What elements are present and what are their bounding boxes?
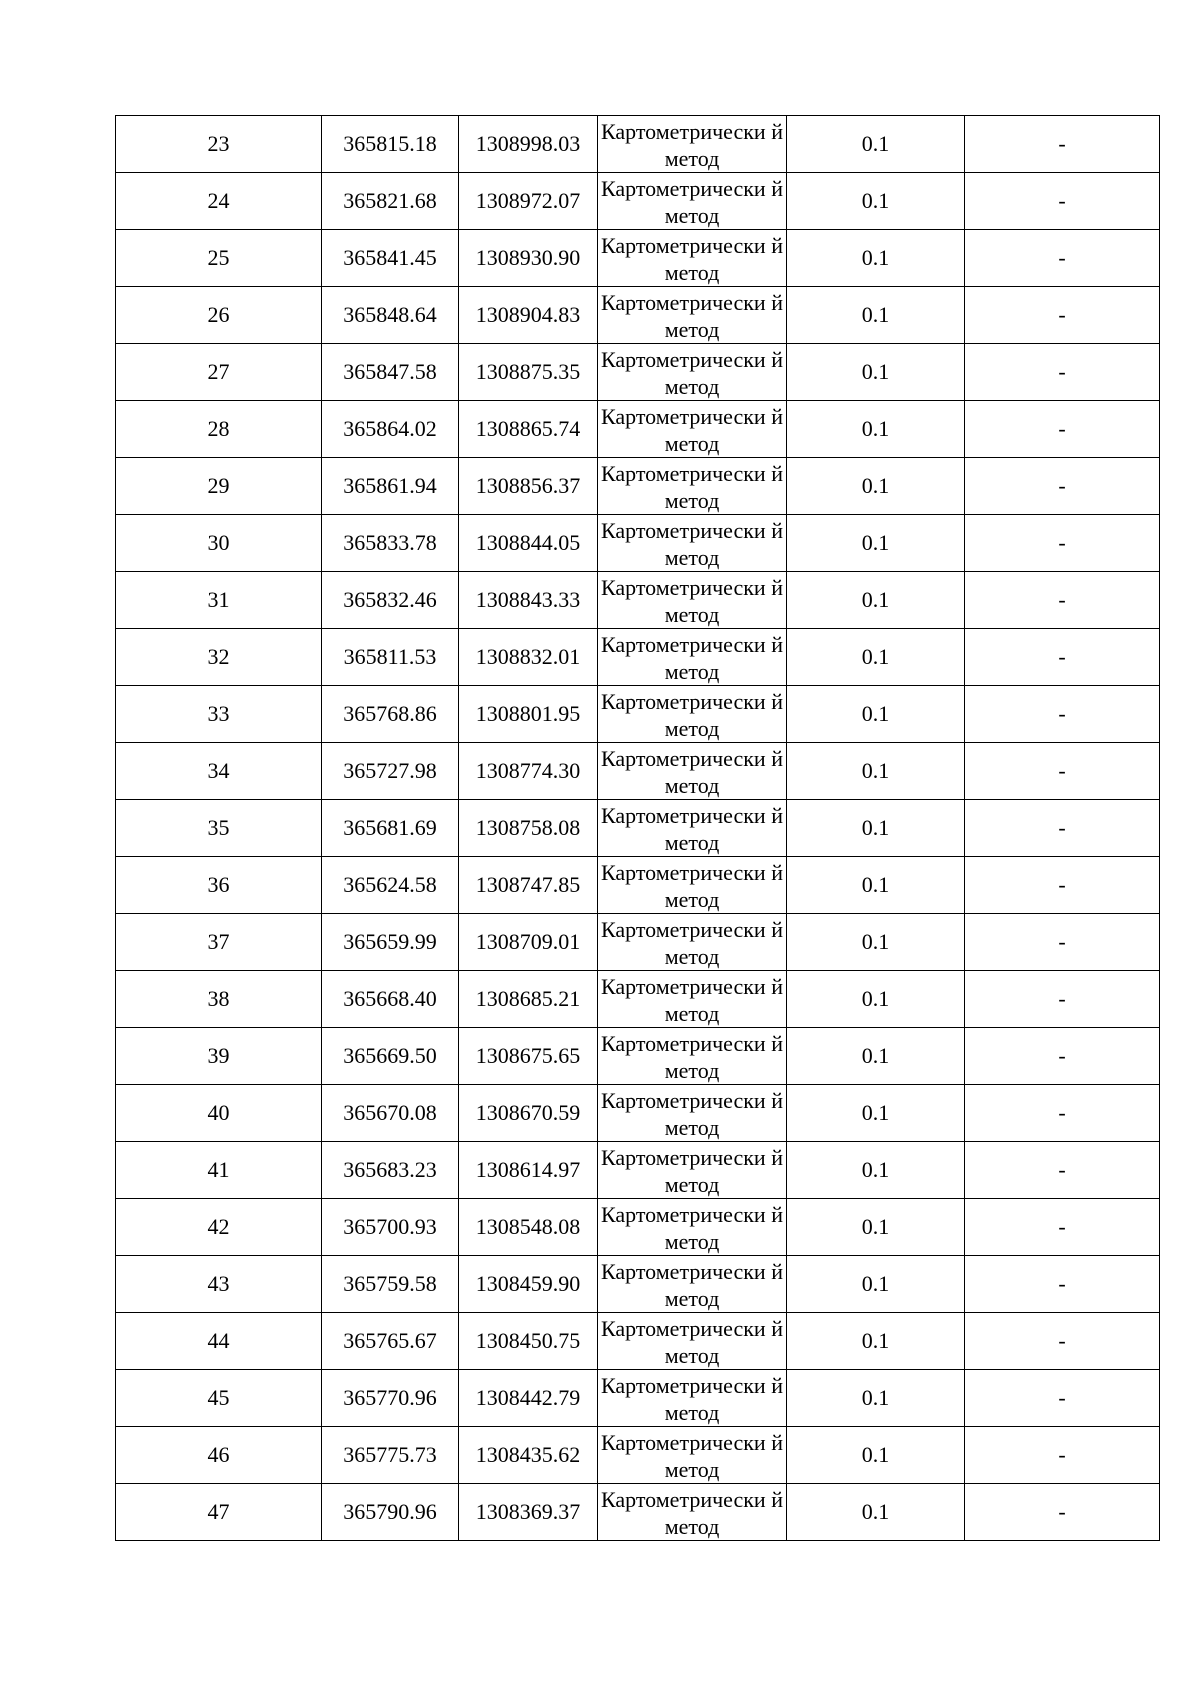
- note-cell: -: [965, 1256, 1160, 1313]
- method-cell: Картометрически й метод: [598, 230, 787, 287]
- y-coordinate-cell: 1308844.05: [459, 515, 598, 572]
- y-coordinate-cell: 1308843.33: [459, 572, 598, 629]
- y-coordinate-cell: 1308369.37: [459, 1484, 598, 1541]
- point-number-cell: 38: [116, 971, 322, 1028]
- y-coordinate-cell: 1308450.75: [459, 1313, 598, 1370]
- x-coordinate-cell: 365700.93: [322, 1199, 459, 1256]
- note-cell: -: [965, 1028, 1160, 1085]
- point-number-cell: 43: [116, 1256, 322, 1313]
- method-cell: Картометрически й метод: [598, 1370, 787, 1427]
- x-coordinate-cell: 365670.08: [322, 1085, 459, 1142]
- method-cell: Картометрически й метод: [598, 857, 787, 914]
- point-number-cell: 41: [116, 1142, 322, 1199]
- x-coordinate-cell: 365841.45: [322, 230, 459, 287]
- table-row: [116, 572, 1160, 629]
- note-cell: -: [965, 971, 1160, 1028]
- note-cell: -: [965, 287, 1160, 344]
- accuracy-cell: 0.1: [787, 743, 965, 800]
- point-number-cell: 26: [116, 287, 322, 344]
- method-cell: Картометрически й метод: [598, 1427, 787, 1484]
- accuracy-cell: 0.1: [787, 1256, 965, 1313]
- table-row: [116, 800, 1160, 857]
- table-row: [116, 1256, 1160, 1313]
- note-cell: -: [965, 743, 1160, 800]
- x-coordinate-cell: 365681.69: [322, 800, 459, 857]
- x-coordinate-cell: 365683.23: [322, 1142, 459, 1199]
- y-coordinate-cell: 1308875.35: [459, 344, 598, 401]
- note-cell: -: [965, 914, 1160, 971]
- table-row: [116, 971, 1160, 1028]
- method-cell: Картометрически й метод: [598, 914, 787, 971]
- y-coordinate-cell: 1308670.59: [459, 1085, 598, 1142]
- x-coordinate-cell: 365811.53: [322, 629, 459, 686]
- method-cell: Картометрически й метод: [598, 458, 787, 515]
- y-coordinate-cell: 1308758.08: [459, 800, 598, 857]
- y-coordinate-cell: 1308747.85: [459, 857, 598, 914]
- y-coordinate-cell: 1308548.08: [459, 1199, 598, 1256]
- note-cell: -: [965, 1370, 1160, 1427]
- method-cell: Картометрически й метод: [598, 1313, 787, 1370]
- accuracy-cell: 0.1: [787, 914, 965, 971]
- table-row: [116, 401, 1160, 458]
- table-row: [116, 629, 1160, 686]
- method-cell: Картометрически й метод: [598, 1256, 787, 1313]
- y-coordinate-cell: 1308998.03: [459, 116, 598, 173]
- method-cell: Картометрически й метод: [598, 971, 787, 1028]
- note-cell: -: [965, 629, 1160, 686]
- table-row: [116, 857, 1160, 914]
- note-cell: -: [965, 800, 1160, 857]
- table-row: [116, 1199, 1160, 1256]
- x-coordinate-cell: 365765.67: [322, 1313, 459, 1370]
- accuracy-cell: 0.1: [787, 857, 965, 914]
- method-cell: Картометрически й метод: [598, 173, 787, 230]
- coordinates-table-body: [116, 116, 1160, 1541]
- point-number-cell: 46: [116, 1427, 322, 1484]
- accuracy-cell: 0.1: [787, 344, 965, 401]
- y-coordinate-cell: 1308801.95: [459, 686, 598, 743]
- accuracy-cell: 0.1: [787, 116, 965, 173]
- note-cell: -: [965, 686, 1160, 743]
- x-coordinate-cell: 365668.40: [322, 971, 459, 1028]
- x-coordinate-cell: 365624.58: [322, 857, 459, 914]
- x-coordinate-cell: 365832.46: [322, 572, 459, 629]
- point-number-cell: 37: [116, 914, 322, 971]
- table-row: [116, 1484, 1160, 1541]
- point-number-cell: 39: [116, 1028, 322, 1085]
- y-coordinate-cell: 1308614.97: [459, 1142, 598, 1199]
- accuracy-cell: 0.1: [787, 1028, 965, 1085]
- note-cell: -: [965, 1199, 1160, 1256]
- table-row: [116, 1370, 1160, 1427]
- y-coordinate-cell: 1308435.62: [459, 1427, 598, 1484]
- y-coordinate-cell: 1308865.74: [459, 401, 598, 458]
- accuracy-cell: 0.1: [787, 1484, 965, 1541]
- note-cell: -: [965, 344, 1160, 401]
- point-number-cell: 29: [116, 458, 322, 515]
- accuracy-cell: 0.1: [787, 686, 965, 743]
- y-coordinate-cell: 1308459.90: [459, 1256, 598, 1313]
- accuracy-cell: 0.1: [787, 1427, 965, 1484]
- note-cell: -: [965, 230, 1160, 287]
- x-coordinate-cell: 365847.58: [322, 344, 459, 401]
- table-row: [116, 458, 1160, 515]
- accuracy-cell: 0.1: [787, 173, 965, 230]
- method-cell: Картометрически й метод: [598, 686, 787, 743]
- point-number-cell: 23: [116, 116, 322, 173]
- point-number-cell: 42: [116, 1199, 322, 1256]
- table-row: [116, 1085, 1160, 1142]
- table-row: [116, 515, 1160, 572]
- note-cell: -: [965, 857, 1160, 914]
- table-row: [116, 287, 1160, 344]
- coordinates-table: [115, 115, 1160, 1541]
- y-coordinate-cell: 1308972.07: [459, 173, 598, 230]
- method-cell: Картометрически й метод: [598, 287, 787, 344]
- note-cell: -: [965, 1142, 1160, 1199]
- accuracy-cell: 0.1: [787, 1370, 965, 1427]
- method-cell: Картометрически й метод: [598, 1484, 787, 1541]
- note-cell: -: [965, 458, 1160, 515]
- accuracy-cell: 0.1: [787, 401, 965, 458]
- method-cell: Картометрически й метод: [598, 572, 787, 629]
- method-cell: Картометрически й метод: [598, 800, 787, 857]
- y-coordinate-cell: 1308442.79: [459, 1370, 598, 1427]
- table-row: [116, 230, 1160, 287]
- x-coordinate-cell: 365848.64: [322, 287, 459, 344]
- note-cell: -: [965, 1484, 1160, 1541]
- point-number-cell: 36: [116, 857, 322, 914]
- table-row: [116, 686, 1160, 743]
- y-coordinate-cell: 1308832.01: [459, 629, 598, 686]
- point-number-cell: 30: [116, 515, 322, 572]
- point-number-cell: 34: [116, 743, 322, 800]
- accuracy-cell: 0.1: [787, 971, 965, 1028]
- x-coordinate-cell: 365659.99: [322, 914, 459, 971]
- note-cell: -: [965, 173, 1160, 230]
- x-coordinate-cell: 365864.02: [322, 401, 459, 458]
- y-coordinate-cell: 1308675.65: [459, 1028, 598, 1085]
- method-cell: Картометрически й метод: [598, 1142, 787, 1199]
- point-number-cell: 33: [116, 686, 322, 743]
- y-coordinate-cell: 1308856.37: [459, 458, 598, 515]
- accuracy-cell: 0.1: [787, 800, 965, 857]
- point-number-cell: 40: [116, 1085, 322, 1142]
- y-coordinate-cell: 1308709.01: [459, 914, 598, 971]
- table-row: [116, 743, 1160, 800]
- table-row: [116, 1028, 1160, 1085]
- table-row: [116, 1313, 1160, 1370]
- x-coordinate-cell: 365790.96: [322, 1484, 459, 1541]
- note-cell: -: [965, 572, 1160, 629]
- point-number-cell: 24: [116, 173, 322, 230]
- x-coordinate-cell: 365815.18: [322, 116, 459, 173]
- note-cell: -: [965, 1427, 1160, 1484]
- accuracy-cell: 0.1: [787, 287, 965, 344]
- y-coordinate-cell: 1308685.21: [459, 971, 598, 1028]
- note-cell: -: [965, 116, 1160, 173]
- accuracy-cell: 0.1: [787, 629, 965, 686]
- point-number-cell: 35: [116, 800, 322, 857]
- x-coordinate-cell: 365821.68: [322, 173, 459, 230]
- y-coordinate-cell: 1308904.83: [459, 287, 598, 344]
- point-number-cell: 45: [116, 1370, 322, 1427]
- point-number-cell: 44: [116, 1313, 322, 1370]
- method-cell: Картометрически й метод: [598, 1199, 787, 1256]
- method-cell: Картометрически й метод: [598, 629, 787, 686]
- table-row: [116, 914, 1160, 971]
- accuracy-cell: 0.1: [787, 572, 965, 629]
- table-row: [116, 173, 1160, 230]
- point-number-cell: 32: [116, 629, 322, 686]
- accuracy-cell: 0.1: [787, 230, 965, 287]
- accuracy-cell: 0.1: [787, 1142, 965, 1199]
- table-row: [116, 1427, 1160, 1484]
- point-number-cell: 47: [116, 1484, 322, 1541]
- method-cell: Картометрически й метод: [598, 1085, 787, 1142]
- x-coordinate-cell: 365759.58: [322, 1256, 459, 1313]
- note-cell: -: [965, 515, 1160, 572]
- y-coordinate-cell: 1308774.30: [459, 743, 598, 800]
- accuracy-cell: 0.1: [787, 515, 965, 572]
- y-coordinate-cell: 1308930.90: [459, 230, 598, 287]
- method-cell: Картометрически й метод: [598, 344, 787, 401]
- point-number-cell: 27: [116, 344, 322, 401]
- note-cell: -: [965, 1313, 1160, 1370]
- method-cell: Картометрически й метод: [598, 116, 787, 173]
- table-row: [116, 116, 1160, 173]
- point-number-cell: 28: [116, 401, 322, 458]
- x-coordinate-cell: 365669.50: [322, 1028, 459, 1085]
- point-number-cell: 25: [116, 230, 322, 287]
- method-cell: Картометрически й метод: [598, 743, 787, 800]
- x-coordinate-cell: 365833.78: [322, 515, 459, 572]
- note-cell: -: [965, 1085, 1160, 1142]
- accuracy-cell: 0.1: [787, 458, 965, 515]
- accuracy-cell: 0.1: [787, 1085, 965, 1142]
- note-cell: -: [965, 401, 1160, 458]
- method-cell: Картометрически й метод: [598, 1028, 787, 1085]
- x-coordinate-cell: 365768.86: [322, 686, 459, 743]
- table-row: [116, 1142, 1160, 1199]
- method-cell: Картометрически й метод: [598, 401, 787, 458]
- x-coordinate-cell: 365727.98: [322, 743, 459, 800]
- table-row: [116, 344, 1160, 401]
- accuracy-cell: 0.1: [787, 1199, 965, 1256]
- point-number-cell: 31: [116, 572, 322, 629]
- accuracy-cell: 0.1: [787, 1313, 965, 1370]
- x-coordinate-cell: 365770.96: [322, 1370, 459, 1427]
- method-cell: Картометрически й метод: [598, 515, 787, 572]
- x-coordinate-cell: 365775.73: [322, 1427, 459, 1484]
- x-coordinate-cell: 365861.94: [322, 458, 459, 515]
